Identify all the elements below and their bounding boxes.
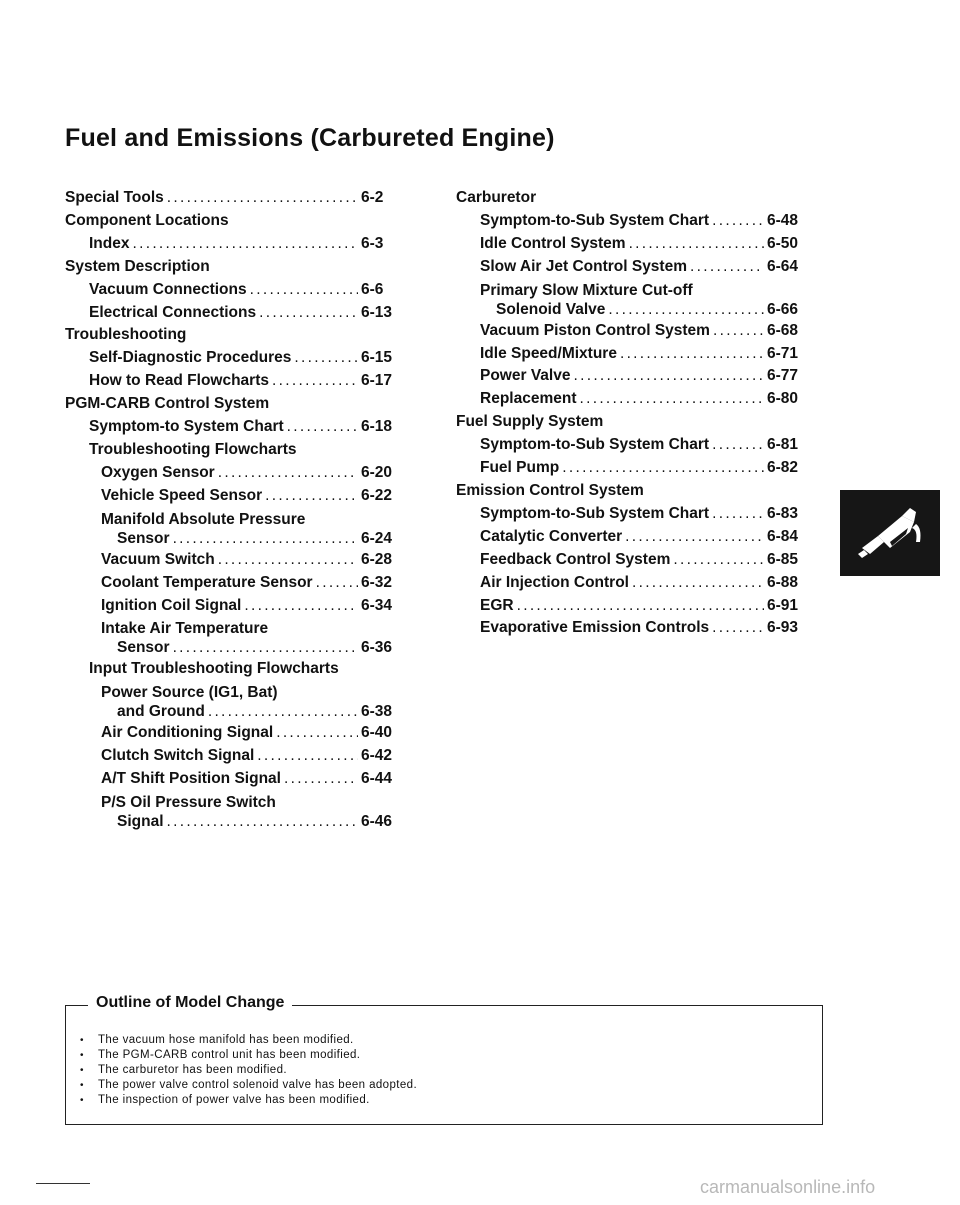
toc-entry-map-sensor[interactable]: Manifold Absolute Pressure Sensor . . . 6-24 — [65, 510, 405, 549]
toc-entry-symptom-system-chart[interactable]: Symptom-to System Chart . . . 6-18 — [65, 416, 405, 439]
toc-heading-emission-control: Emission Control System — [456, 481, 644, 499]
toc-entry-fuel-symptom-chart[interactable]: Symptom-to-Sub System Chart . . . 6-81 — [456, 434, 811, 457]
toc-entry-electrical-connections[interactable]: Electrical Connections . . . 6-13 — [65, 302, 405, 325]
toc-entry-coolant-temperature-sensor[interactable]: Coolant Temperature Sensor . . . 6-32 — [65, 572, 405, 595]
toc-entry-primary-slow-mixture[interactable]: Primary Slow Mixture Cut-off Solenoid Valve . . . 6-66 — [456, 281, 811, 320]
model-change-box — [65, 994, 823, 1125]
toc-heading-input-flowcharts: Input Troubleshooting Flowcharts — [89, 660, 339, 678]
list-item: • The carburetor has been modified. — [80, 1063, 417, 1078]
toc-entry-egr[interactable]: EGR . . . 6-91 — [456, 595, 811, 618]
toc-entry-ac-signal[interactable]: Air Conditioning Signal . . . 6-40 — [65, 722, 405, 745]
toc-entry-clutch-switch-signal[interactable]: Clutch Switch Signal . . . 6-42 — [65, 745, 405, 768]
toc-entry-idle-control-system[interactable]: Idle Control System . . . 6-50 — [456, 233, 811, 256]
toc-entry-replacement[interactable]: Replacement . . . 6-80 — [456, 388, 811, 411]
model-change-title: Outline of Model Change — [88, 994, 292, 1012]
toc-heading-component-locations: Component Locations — [65, 211, 229, 229]
toc-entry-vacuum-piston[interactable]: Vacuum Piston Control System . . . 6-68 — [456, 320, 811, 343]
list-item: • The vacuum hose manifold has been modified. — [80, 1033, 417, 1048]
toc-entry-emission-symptom-chart[interactable]: Symptom-to-Sub System Chart . . . 6-83 — [456, 503, 811, 526]
list-item: • The inspection of power valve has been modified. — [80, 1093, 417, 1108]
toc-heading-troubleshooting: Troubleshooting — [65, 326, 187, 344]
watermark: carmanualsonline.info — [700, 1177, 876, 1197]
model-change-list — [80, 1033, 417, 1108]
section-tab[interactable] — [840, 490, 940, 576]
toc-entry-slow-air-jet[interactable]: Slow Air Jet Control System . . . 6-64 — [456, 256, 811, 279]
toc-entry-ignition-coil-signal[interactable]: Ignition Coil Signal . . . 6-34 — [65, 595, 405, 618]
list-item: • The PGM-CARB control unit has been modified. — [80, 1048, 417, 1063]
toc-heading-fuel-supply: Fuel Supply System — [456, 413, 604, 431]
fuel-nozzle-icon — [850, 498, 930, 568]
footer-rule — [36, 1183, 90, 1184]
toc-entry-feedback-control[interactable]: Feedback Control System . . . 6-85 — [456, 549, 811, 572]
toc-entry-vacuum-connections[interactable]: Vacuum Connections . . . 6-6 — [65, 279, 405, 302]
toc-entry-how-to-read-flowcharts[interactable]: How to Read Flowcharts . . . 6-17 — [65, 370, 405, 393]
toc-entry-special-tools[interactable]: Special Tools . . . 6-2 — [65, 187, 405, 210]
list-item: • The power valve control solenoid valve has been adopted. — [80, 1078, 417, 1093]
toc-entry-evaporative-emission[interactable]: Evaporative Emission Controls . . . 6-93 — [456, 617, 811, 640]
toc-entry-index[interactable]: Index . . . 6-3 — [65, 233, 405, 256]
toc-entry-carb-symptom-chart[interactable]: Symptom-to-Sub System Chart . . . 6-48 — [456, 210, 811, 233]
page-title: Fuel and Emissions (Carbureted Engine) — [65, 124, 555, 152]
toc-entry-idle-speed-mixture[interactable]: Idle Speed/Mixture . . . 6-71 — [456, 343, 811, 366]
toc-entry-catalytic-converter[interactable]: Catalytic Converter . . . 6-84 — [456, 526, 811, 549]
toc-entry-power-valve[interactable]: Power Valve . . . 6-77 — [456, 365, 811, 388]
toc-entry-vehicle-speed-sensor[interactable]: Vehicle Speed Sensor . . . 6-22 — [65, 485, 405, 508]
toc-heading-system-description: System Description — [65, 257, 210, 275]
toc-entry-iat-sensor[interactable]: Intake Air Temperature Sensor . . . 6-36 — [65, 619, 405, 658]
toc-entry-oxygen-sensor[interactable]: Oxygen Sensor . . . 6-20 — [65, 462, 405, 485]
toc-entry-power-source[interactable]: Power Source (IG1, Bat) and Ground . . . 6-38 — [65, 683, 405, 722]
toc-heading-pgm-carb: PGM-CARB Control System — [65, 395, 270, 413]
toc-entry-vacuum-switch[interactable]: Vacuum Switch . . . 6-28 — [65, 549, 405, 572]
toc-entry-self-diagnostic[interactable]: Self-Diagnostic Procedures . . . 6-15 — [65, 347, 405, 370]
toc-left-column — [65, 187, 405, 832]
toc-entry-fuel-pump[interactable]: Fuel Pump . . . 6-82 — [456, 457, 811, 480]
toc-heading-troubleshooting-flowcharts: Troubleshooting Flowcharts — [89, 440, 297, 458]
toc-entry-air-injection[interactable]: Air Injection Control . . . 6-88 — [456, 572, 811, 595]
toc-heading-carburetor: Carburetor — [456, 189, 537, 206]
toc-right-column — [456, 187, 811, 640]
toc-entry-ps-oil-pressure[interactable]: P/S Oil Pressure Switch Signal . . . 6-46 — [65, 793, 405, 832]
toc-entry-at-shift-position[interactable]: A/T Shift Position Signal . . . 6-44 — [65, 768, 405, 791]
